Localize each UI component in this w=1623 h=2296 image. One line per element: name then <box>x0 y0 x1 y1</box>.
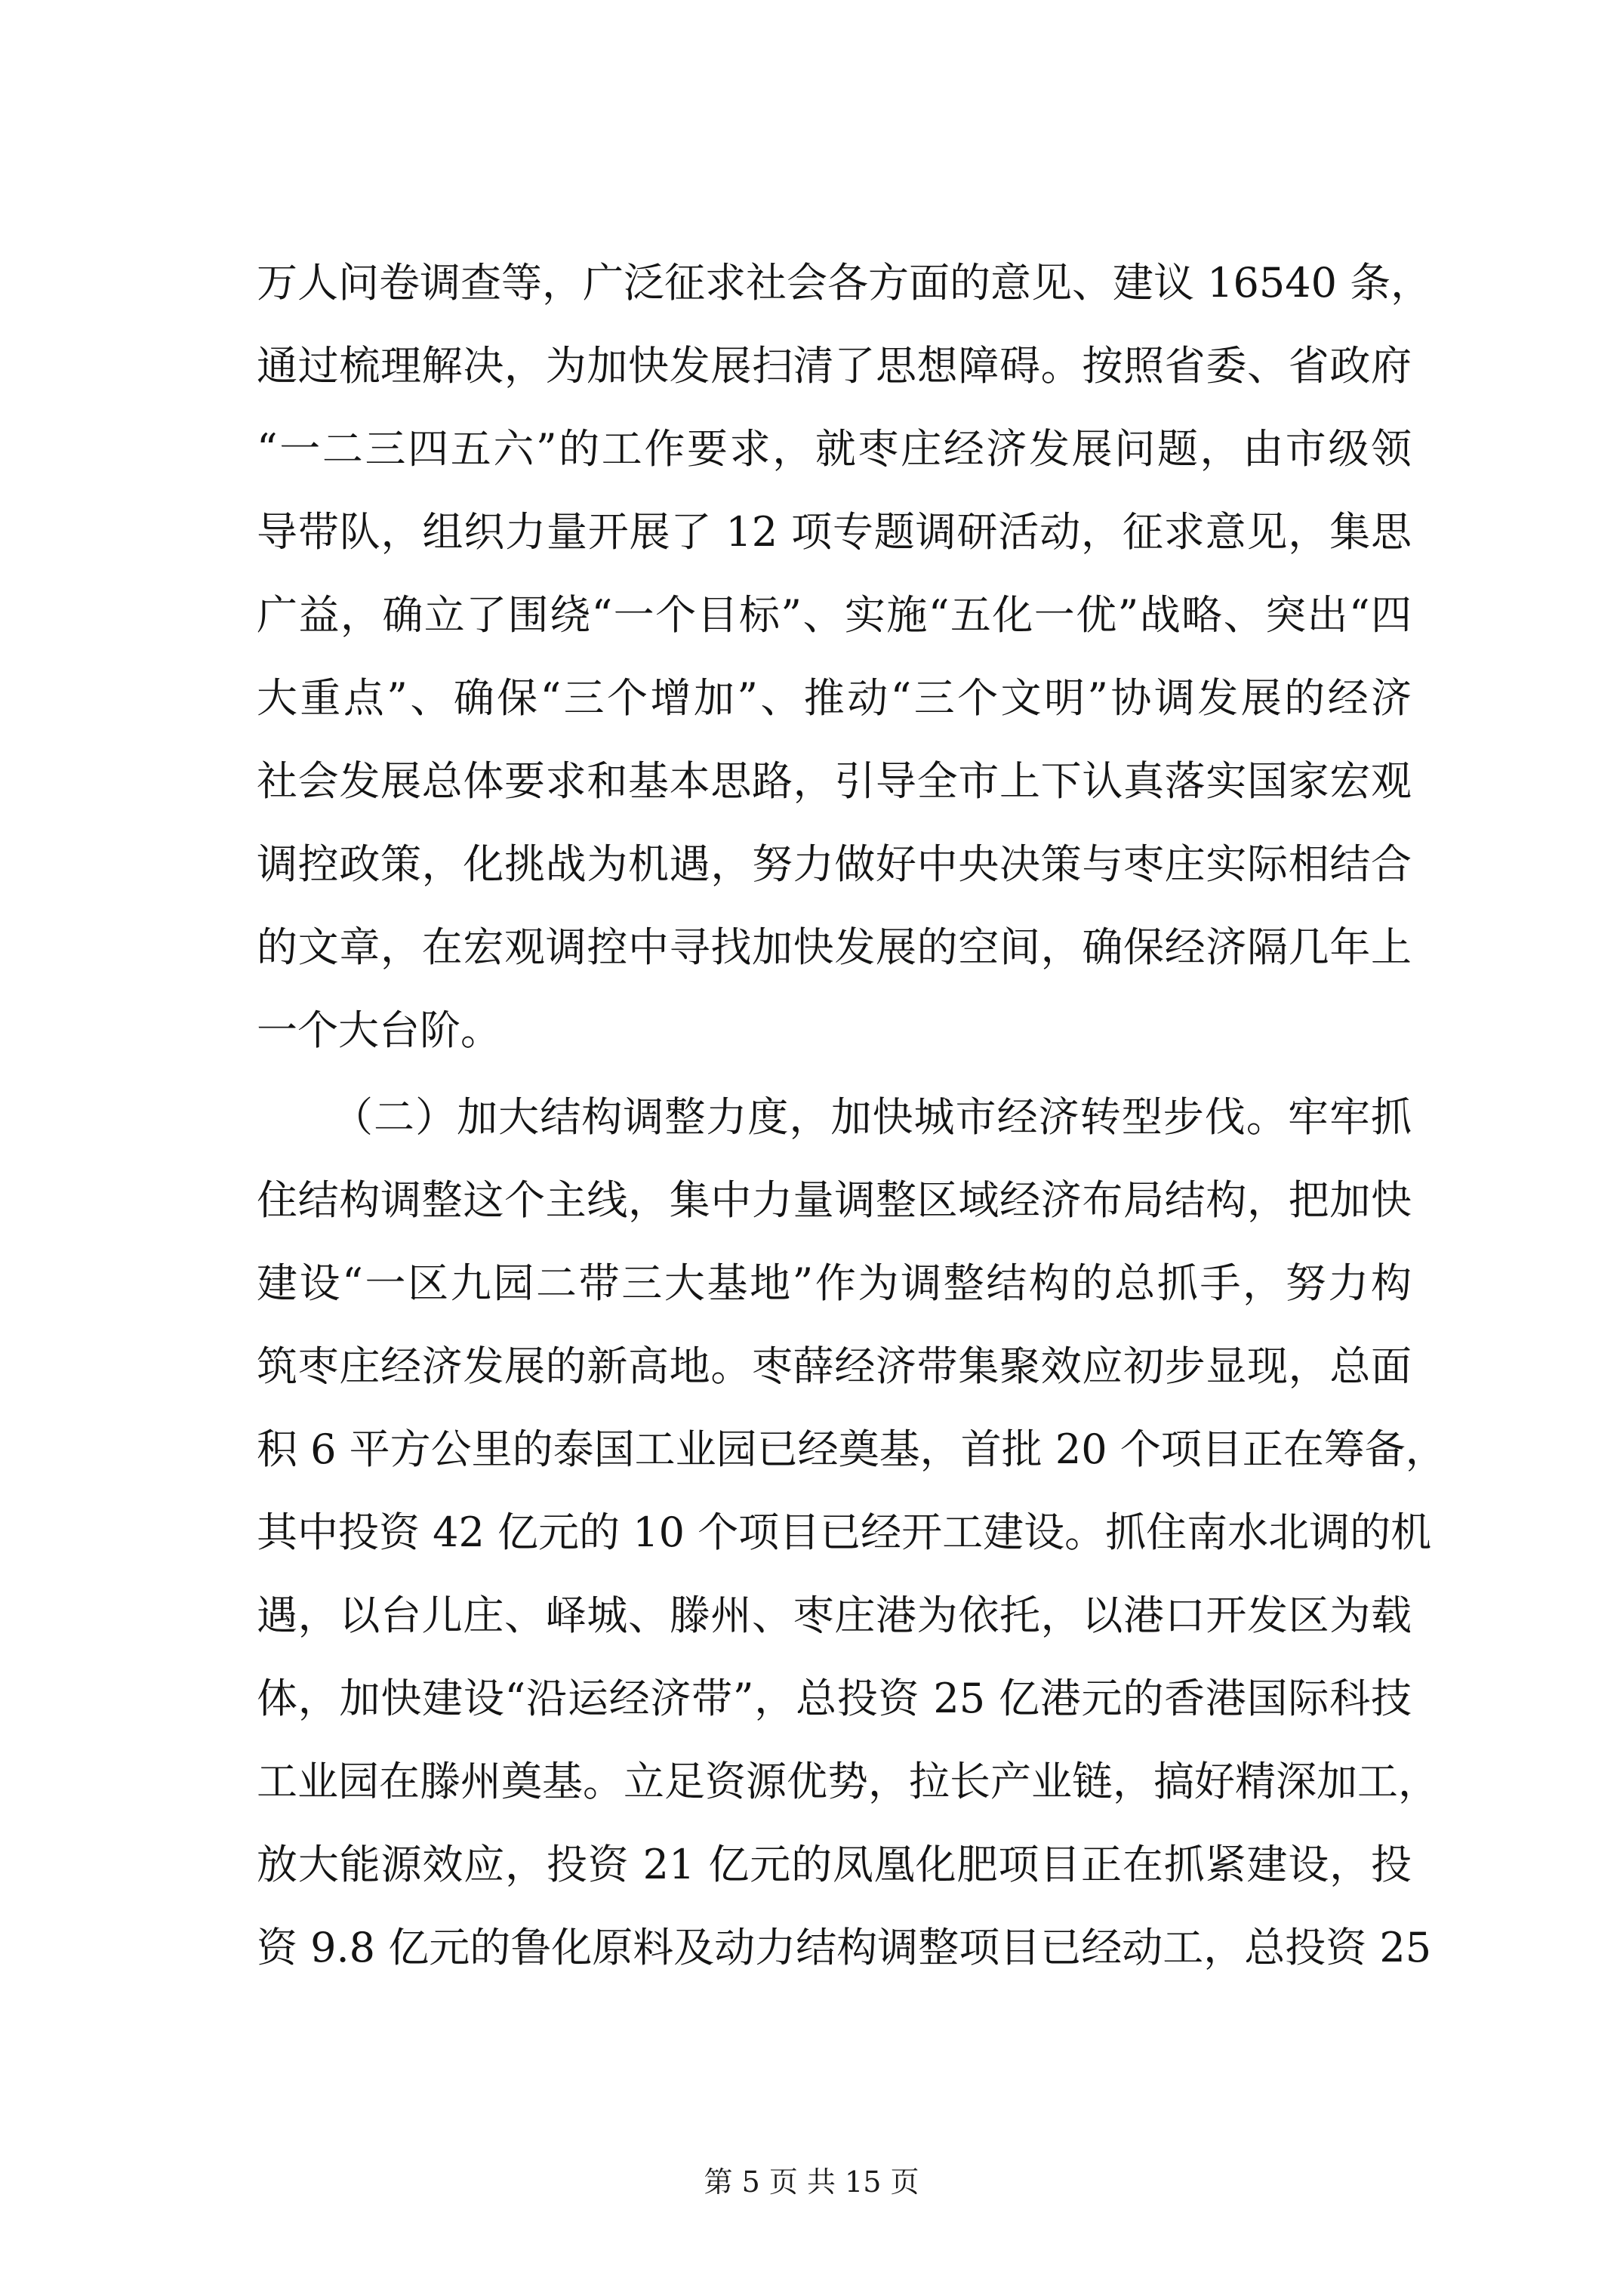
text-line-10: 一个大台阶。 <box>257 1006 501 1054</box>
text-line-7: 社会发展总体要求和基本思路，引导全市上下认真落实国家宏观 <box>257 757 1412 805</box>
text-line-17: 遇，以台儿庄、峄城、滕州、枣庄港为依托，以港口开发区为载 <box>257 1592 1412 1639</box>
text-line-13: 建设“一区九园二带三大基地”作为调整结构的总抓手，努力构 <box>257 1259 1412 1307</box>
text-line-21: 资 9.8 亿元的鲁化原料及动力结构调整项目已经动工，总投资 25 <box>257 1924 1432 1971</box>
text-line-20: 放大能源效应，投资 21 亿元的凤凰化肥项目正在抓紧建设，投 <box>257 1841 1412 1888</box>
text-line-3: “一二三四五六”的工作要求，就枣庄经济发展问题，由市级领 <box>257 425 1412 473</box>
text-line-19: 工业园在滕州奠基。立足资源优势，拉长产业链，搞好精深加工， <box>257 1758 1439 1805</box>
text-line-2: 通过梳理解决，为加快发展扫清了思想障碍。按照省委、省政府 <box>257 342 1412 390</box>
text-line-12: 住结构调整这个主线，集中力量调整区域经济布局结构，把加快 <box>257 1176 1412 1224</box>
text-line-5: 广益，确立了围绕“一个目标”、实施“五化一优”战略、突出“四 <box>257 591 1412 639</box>
text-line-16: 其中投资 42 亿元的 10 个项目已经开工建设。抓住南水北调的机 <box>257 1509 1432 1556</box>
text-line-6: 大重点”、确保“三个增加”、推动“三个文明”协调发展的经济 <box>257 674 1412 722</box>
text-line-4: 导带队，组织力量开展了 12 项专题调研活动，征求意见，集思 <box>257 508 1412 556</box>
text-line-18: 体，加快建设“沿运经济带”，总投资 25 亿港元的香港国际科技 <box>257 1675 1412 1722</box>
text-line-1: 万人问卷调查等，广泛征求社会各方面的意见、建议 16540 条， <box>257 259 1432 307</box>
section-heading-line: （二）加大结构调整力度，加快城市经济转型步伐。牢牢抓 <box>332 1093 1412 1141</box>
text-line-15: 积 6 平方公里的泰国工业园已经奠基，首批 20 个项目正在筹备， <box>257 1425 1446 1473</box>
text-line-8: 调控政策，化挑战为机遇，努力做好中央决策与枣庄实际相结合 <box>257 840 1412 888</box>
text-line-14: 筑枣庄经济发展的新高地。枣薛经济带集聚效应初步显现，总面 <box>257 1342 1412 1390</box>
page-number-footer: 第 5 页 共 15 页 <box>704 2165 919 2199</box>
text-line-9: 的文章，在宏观调控中寻找加快发展的空间，确保经济隔几年上 <box>257 923 1412 971</box>
